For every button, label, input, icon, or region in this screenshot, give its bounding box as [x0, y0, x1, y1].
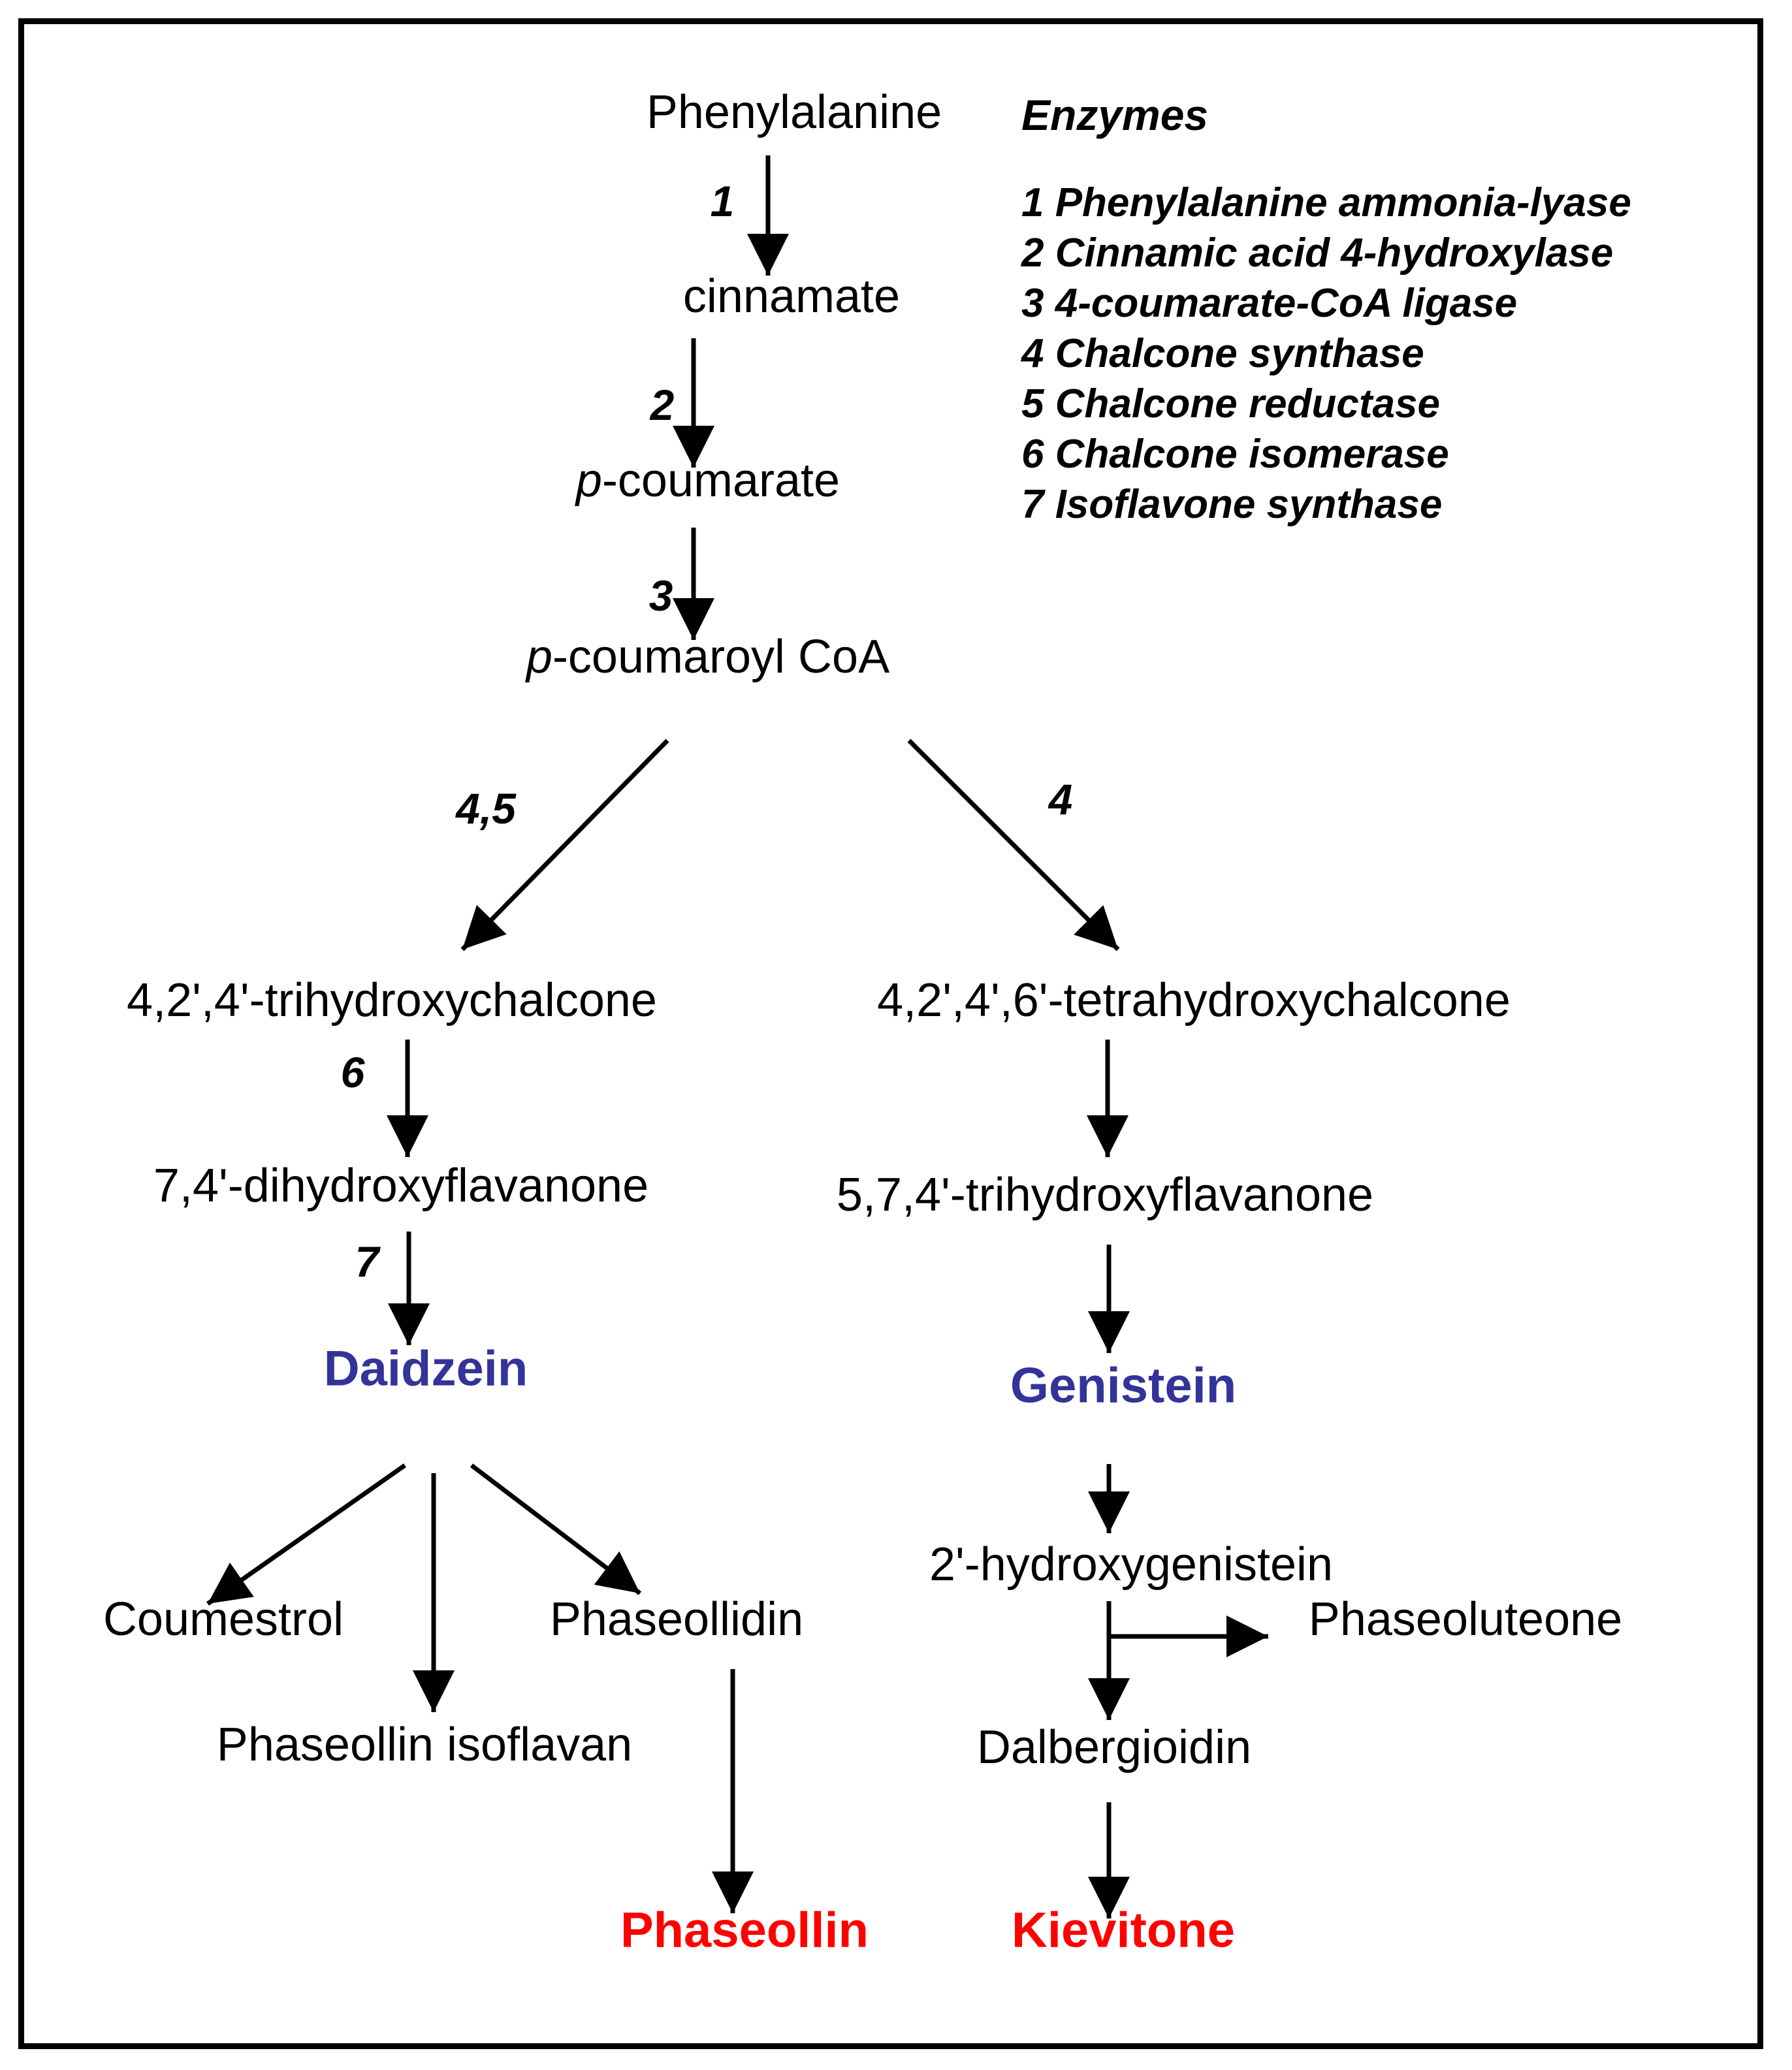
- legend-items: [1021, 178, 1631, 530]
- enzyme-label-1: 1: [710, 177, 735, 225]
- enzyme-label-3: 3: [648, 571, 673, 620]
- node-kievitone: Kievitone: [1011, 1902, 1236, 1958]
- node-dalbergioidin: Dalbergioidin: [976, 1721, 1252, 1774]
- node-p-coumarate: [576, 454, 840, 507]
- legend-item-2: 2 Cinnamic acid 4-hydroxylase: [1021, 231, 1614, 276]
- node-tetrahydroxychalcone: 4,2',4',6'-tetrahydroxychalcone: [877, 974, 1511, 1027]
- node-phenylalanine: Phenylalanine: [646, 86, 942, 138]
- enzyme-label-7: 7: [355, 1237, 379, 1286]
- legend-item-7: 7 Isoflavone synthase: [1021, 482, 1443, 527]
- node-phaseollidin: Phaseollidin: [549, 1593, 804, 1646]
- italic-prefix: p: [526, 631, 552, 683]
- node-label: -coumaroyl CoA: [552, 631, 890, 683]
- legend-item-5: 5 Chalcone reductase: [1021, 381, 1440, 426]
- legend-item-3: 3 4-coumarate-CoA ligase: [1021, 281, 1518, 326]
- arrow-coa-to-tetrahydroxychalcone: [909, 740, 1118, 949]
- legend-title: Enzymes: [1021, 91, 1209, 139]
- node-dihydroxyflavanone: 7,4'-dihydroxyflavanone: [153, 1160, 649, 1212]
- node-hydroxygenistein: 2'-hydroxygenistein: [929, 1538, 1334, 1591]
- node-phaseollin-isoflavan: Phaseollin isoflavan: [216, 1719, 633, 1771]
- node-cinnamate: cinnamate: [682, 270, 901, 323]
- legend-item-4: 4 Chalcone synthase: [1021, 331, 1424, 376]
- enzyme-label-4: 4: [1048, 775, 1073, 823]
- node-trihydroxyflavanone: 5,7,4'-trihydroxyflavanone: [836, 1169, 1374, 1221]
- italic-prefix: p: [575, 454, 602, 507]
- node-p-coumaroyl-coa: [526, 630, 889, 684]
- node-coumestrol: Coumestrol: [103, 1593, 344, 1646]
- legend-item-1: 1 Phenylalanine ammonia-lyase: [1021, 180, 1631, 225]
- enzyme-label-6: 6: [340, 1048, 365, 1096]
- node-phaseollin: Phaseollin: [620, 1902, 869, 1958]
- enzyme-legend: [1021, 90, 1631, 530]
- node-label: -coumarate: [601, 454, 840, 507]
- enzyme-label-4-5: 4,5: [456, 784, 516, 833]
- arrow-daidzein-to-phaseollidin: [472, 1465, 640, 1593]
- node-genistein: Genistein: [1010, 1358, 1237, 1414]
- node-daidzein: Daidzein: [323, 1341, 528, 1397]
- arrow-daidzein-to-coumestrol: [208, 1465, 405, 1604]
- arrow-coa-to-trihydroxychalcone: [462, 740, 667, 949]
- node-trihydroxychalcone: 4,2',4'-trihydroxychalcone: [127, 974, 657, 1027]
- enzyme-label-2: 2: [650, 381, 675, 429]
- legend-item-6: 6 Chalcone isomerase: [1021, 432, 1449, 477]
- node-phaseoluteone: Phaseoluteone: [1308, 1593, 1623, 1646]
